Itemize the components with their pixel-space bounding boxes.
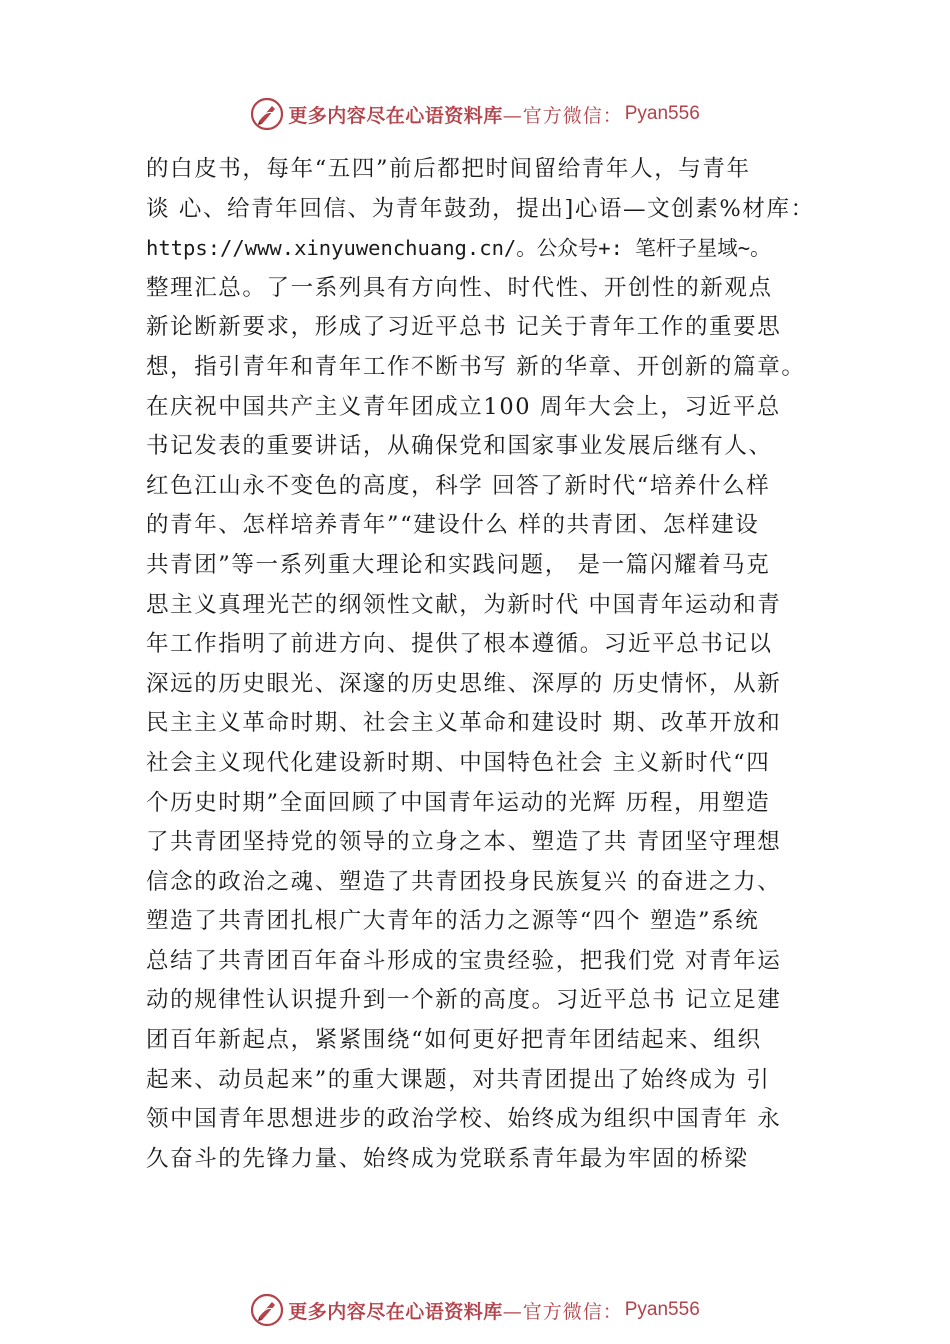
text-line: 塑造了共青团扎根广大青年的活力之源等“四个 塑造”系统 — [146, 908, 760, 935]
text-line: 共青团”等一系列重大理论和实践问题， 是一篇闪耀着马克 — [146, 551, 771, 578]
banner-separator: —官方微信： — [502, 1300, 623, 1323]
text-line: 动的规律性认识提升到一个新的高度。习近平总书 记立足建 — [146, 987, 782, 1014]
pen-logo-icon — [250, 1293, 284, 1327]
text-line: 起来、动员起来”的重大课题，对共青团提出了始终成为 引 — [146, 1066, 771, 1093]
text-line: 红色江山永不变色的高度，科学 回答了新时代“培养什么样 — [146, 472, 771, 499]
text-line: 团百年新起点，紧紧围绕“如何更好把青年团结起来、组织 — [146, 1027, 762, 1054]
banner-title: 更多内容尽在心语资料库 — [288, 1300, 503, 1323]
text-line: 领中国青年思想进步的政治学校、始终成为组织中国青年 永 — [146, 1106, 782, 1133]
text-line: 深远的历史眼光、深邃的历史思维、深厚的 历史情怀，从新 — [146, 670, 782, 697]
header-banner — [0, 94, 950, 134]
footer-banner — [0, 1290, 950, 1330]
text-line: 久奋斗的先锋力量、始终成为党联系青年最为牢固的桥梁 — [146, 1145, 749, 1172]
body-text — [146, 150, 846, 1179]
text-line: 信念的政治之魂、塑造了共青团投身民族复兴 的奋进之力、 — [146, 868, 782, 895]
text-line: 个历史时期”全面回顾了中国青年运动的光辉 历程，用塑造 — [146, 789, 771, 816]
text-line: 书记发表的重要讲话，从确保党和国家事业发展后继有人、 — [146, 433, 773, 460]
text-line: 总结了共青团百年奋斗形成的宝贵经验，把我们党 对青年运 — [146, 947, 782, 974]
text-line: 在庆祝中国共产主义青年团成立100 周年大会上，习近平总 — [146, 393, 781, 420]
text-line: 社会主义现代化建设新时期、中国特色社会 主义新时代“四 — [146, 749, 771, 776]
text-line: 年工作指明了前进方向、提供了根本遵循。习近平总书记以 — [146, 631, 773, 658]
text-line: 民主主义革命时期、社会主义革命和建设时 期、改革开放和 — [146, 710, 782, 737]
pen-logo-icon — [250, 97, 284, 131]
text-line-url: https://www.xinyuwenchuang.cn/。公众号+: 笔杆子星域~。 — [146, 236, 771, 261]
text-line: 了共青团坚持党的领导的立身之本、塑造了共 青团坚守理想 — [146, 829, 782, 856]
text-line: 想，指引青年和青年工作不断书写 新的华章、开创新的篇章。 — [146, 353, 806, 380]
text-line: 思主义真理光芒的纲领性文献，为新时代 中国青年运动和青 — [146, 591, 782, 618]
text-line: 的青年、怎样培养青年”“建设什么 样的共青团、怎样建设 — [146, 512, 760, 539]
text-line: 的白皮书，每年“五四”前后都把时间留给青年人，与青年 — [146, 156, 751, 182]
banner-wechat-id: Pyan556 — [624, 103, 700, 124]
text-line: 谈 心、给青年回信、为青年鼓劲，提出]心语—文创素%材库： — [146, 195, 815, 222]
banner-title: 更多内容尽在心语资料库 — [288, 104, 503, 127]
banner-wechat-id: Pyan556 — [624, 1299, 700, 1320]
text-line: 整理汇总。了一系列具有方向性、时代性、开创性的新观点 — [146, 274, 773, 301]
text-line: 新论断新要求，形成了习近平总书 记关于青年工作的重要思 — [146, 314, 782, 341]
banner-separator: —官方微信： — [502, 104, 623, 127]
